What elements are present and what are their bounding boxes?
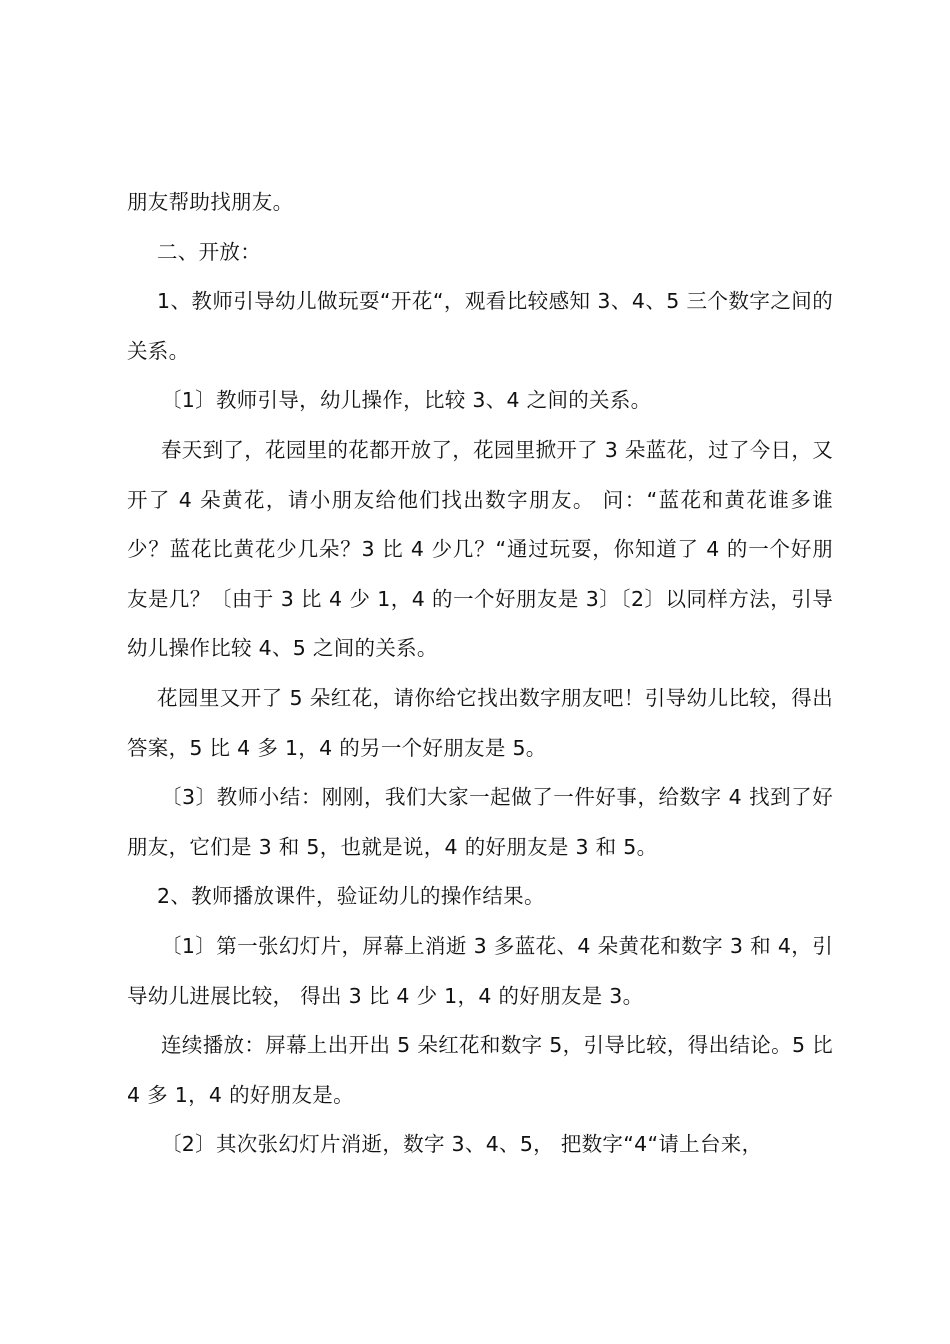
paragraph-continuation: 朋友帮助找朋友。 [127, 190, 294, 214]
paragraph-slide-1: 〔1〕第一张幻灯片，屏幕上消逝 3 多蓝花、4 朵黄花和数字 3 和 4，引导幼儿进展比较， 得出 3 比 4 少 1，4 的好朋友是 3。 [127, 933, 833, 1008]
paragraph-spring-story: 春天到了，花园里的花都开放了，花园里掀开了 3 朵蓝花，过了今日，又开了 4 朵黄花，请小朋友给他们找出数字朋友。 问：“蓝花和黄花谁多谁少？蓝花比黄花少几朵？3 比 4 少几？“通过玩耍，你知道了 4 的一个好朋友是几？〔由于 3 比 4 少 1，4 的一个好朋友是 3〕〔2〕以同样方法，引导幼儿操作比较 4、5 之间的关系。 [127, 437, 833, 661]
document-body [127, 178, 833, 1170]
paragraph-teacher-summary: 〔3〕教师小结：刚刚，我们大家一起做了一件好事，给数字 4 找到了好朋友，它们是 3 和 5，也就是说，4 的好朋友是 3 和 5。 [127, 785, 833, 859]
paragraph-substep-1: 〔1〕教师引导，幼儿操作，比较 3、4 之间的关系。 [161, 388, 652, 413]
paragraph-step-2: 2、教师播放课件，验证幼儿的操作结果。 [157, 884, 545, 909]
paragraph-continue-play: 连续播放：屏幕上出开出 5 朵红花和数字 5，引导比较，得出结论。5 比 4 多 1，4 的好朋友是。 [127, 1033, 833, 1107]
paragraph-slide-2: 〔2〕其次张幻灯片消逝，数字 3、4、5， 把数字“4“请上台来， [161, 1132, 763, 1157]
section-heading-open: 二、开放： [157, 239, 261, 264]
paragraph-step-1: 1、教师引导幼儿做玩耍“开花“，观看比较感知 3、4、5 三个数字之间的关系。 [127, 289, 833, 363]
paragraph-red-flowers: 花园里又开了 5 朵红花，请你给它找出数字朋友吧！引导幼儿比较，得出答案，5 比 4 多 1，4 的另一个好朋友是 5。 [127, 685, 833, 760]
